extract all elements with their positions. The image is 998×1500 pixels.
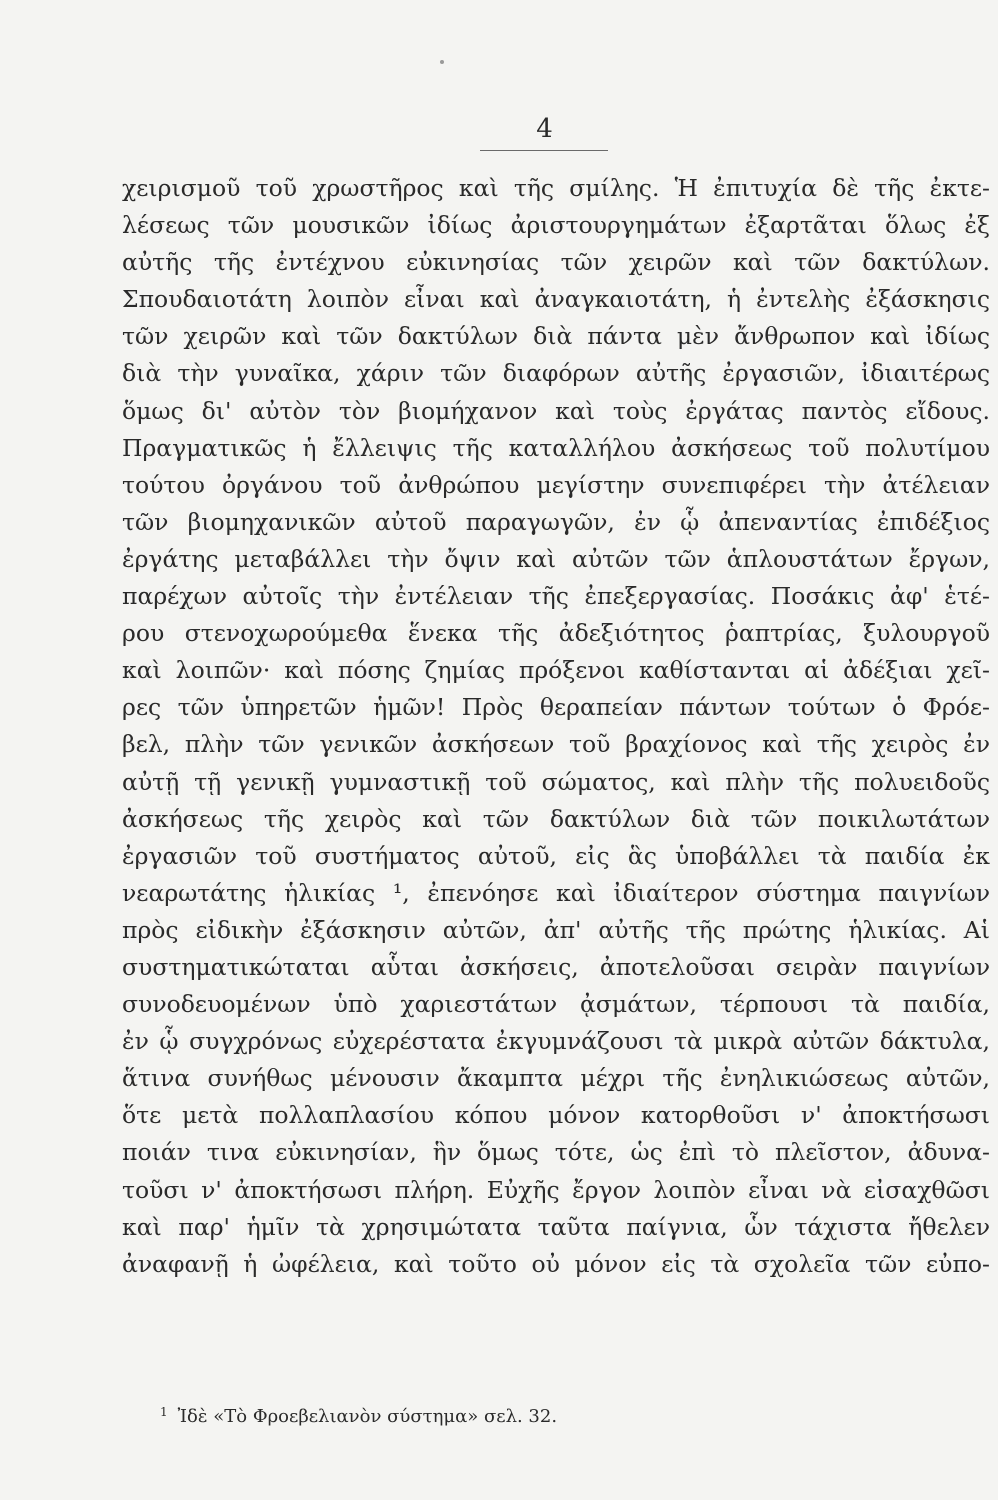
body-text <box>122 170 990 1283</box>
text-line: παρέχων αὐτοῖς τὴν ἐντέλειαν τῆς ἐπεξεργασίας. Ποσάκις ἀφ' ἑτέ- <box>122 582 990 611</box>
page-number: 4 <box>536 114 554 144</box>
text-line: λέσεως τῶν μουσικῶν ἰδίως ἀριστουργημάτων ἐξαρτᾶται ὅλως ἐξ <box>122 211 990 240</box>
text-line: ὅτε μετὰ πολλαπλασίου κόπου μόνον κατορθοῦσι ν' ἀποκτήσωσι <box>122 1101 990 1130</box>
text-line: ἐργάτης μεταβάλλει τὴν ὄψιν καὶ αὐτῶν τῶν ἁπλουστάτων ἔργων, <box>122 544 990 573</box>
text-line: συνοδευομένων ὑπὸ χαριεστάτων ᾀσμάτων, τέρπουσι τὰ παιδία, <box>122 990 990 1019</box>
text-line: τούτου ὀργάνου τοῦ ἀνθρώπου μεγίστην συνεπιφέρει τὴν ἀτέλειαν <box>122 470 990 499</box>
text-line: Σπουδαιοτάτη λοιπὸν εἶναι καὶ ἀναγκαιοτάτη, ἡ ἐντελὴς ἐξάσκησις <box>122 285 990 314</box>
page-number-rule <box>480 150 608 151</box>
text-line: αὐτῇ τῇ γενικῇ γυμναστικῇ τοῦ σώματος, καὶ πλὴν τῆς πολυειδοῦς <box>122 767 990 796</box>
text-line: αὐτῆς τῆς ἐντέχνου εὐκινησίας τῶν χειρῶν καὶ τῶν δακτύλων. <box>122 248 990 277</box>
footnote-mark: 1 <box>160 1405 168 1419</box>
text-line: καὶ λοιπῶν· καὶ πόσης ζημίας πρόξενοι καθίστανται αἱ ἀδέξιαι χεῖ- <box>122 656 990 685</box>
text-line: συστηματικώταται αὗται ἀσκήσεις, ἀποτελοῦσαι σειρὰν παιγνίων <box>122 952 990 981</box>
text-line: ρου στενοχωρούμεθα ἕνεκα τῆς ἀδεξιότητος ῥαπτρίας, ξυλουργοῦ <box>122 619 990 648</box>
text-line: τοῦσι ν' ἀποκτήσωσι πλήρη. Εὐχῆς ἔργον λοιπὸν εἶναι νὰ εἰσαχθῶσι <box>122 1175 990 1204</box>
text-line: Πραγματικῶς ἡ ἔλλειψις τῆς καταλλήλου ἀσκήσεως τοῦ πολυτίμου <box>122 433 990 462</box>
text-line: χειρισμοῦ τοῦ χρωστῆρος καὶ τῆς σμίλης. Ἡ ἐπιτυχία δὲ τῆς ἐκτε- <box>122 174 990 202</box>
footnote <box>160 1405 557 1427</box>
scan-speck <box>440 60 444 64</box>
text-line: ἐργασιῶν τοῦ συστήματος αὐτοῦ, εἰς ἃς ὑποβάλλει τὰ παιδία ἐκ <box>122 841 990 870</box>
text-line: τῶν βιομηχανικῶν αὐτοῦ παραγωγῶν, ἐν ᾧ ἀπεναντίας ἐπιδέξιος <box>122 507 990 536</box>
text-line: ποιάν τινα εὐκινησίαν, ἣν ὅμως τότε, ὡς ἐπὶ τὸ πλεῖστον, ἀδυνα- <box>122 1138 990 1167</box>
text-line: ἀσκήσεως τῆς χειρὸς καὶ τῶν δακτύλων διὰ τῶν ποικιλωτάτων <box>122 804 990 833</box>
text-line: ἐν ᾧ συγχρόνως εὐχερέστατα ἐκγυμνάζουσι τὰ μικρὰ αὐτῶν δάκτυλα, <box>122 1027 990 1056</box>
text-line: ἅτινα συνήθως μένουσιν ἄκαμπτα μέχρι τῆς ἐνηλικιώσεως αὐτῶν, <box>122 1064 990 1093</box>
footnote-text: Ἰδὲ «Τὸ Φροεβελιανὸν σύστημα» σελ. 32. <box>177 1406 558 1427</box>
text-line: νεαρωτάτης ἡλικίας ¹, ἐπενόησε καὶ ἰδιαίτερον σύστημα παιγνίων <box>122 878 990 907</box>
text-line: διὰ τὴν γυναῖκα, χάριν τῶν διαφόρων αὐτῆς ἐργασιῶν, ἰδιαιτέρως <box>122 359 990 388</box>
text-line: πρὸς εἰδικὴν ἐξάσκησιν αὐτῶν, ἀπ' αὐτῆς τῆς πρώτης ἡλικίας. Αἱ <box>122 915 990 944</box>
text-line: ρες τῶν ὑπηρετῶν ἡμῶν! Πρὸς θεραπείαν πάντων τούτων ὁ Φρόε- <box>122 693 990 722</box>
text-line: ἀναφανῇ ἡ ὠφέλεια, καὶ τοῦτο οὐ μόνον εἰς τὰ σχολεῖα τῶν εὐπο- <box>122 1249 990 1278</box>
text-line: βελ, πλὴν τῶν γενικῶν ἀσκήσεων τοῦ βραχίονος καὶ τῆς χειρὸς ἐν <box>122 730 990 759</box>
text-line: ὅμως δι' αὐτὸν τὸν βιομήχανον καὶ τοὺς ἐργάτας παντὸς εἴδους. <box>122 396 990 425</box>
text-line: τῶν χειρῶν καὶ τῶν δακτύλων διὰ πάντα μὲν ἄνθρωπον καὶ ἰδίως <box>122 322 990 351</box>
text-line: καὶ παρ' ἡμῖν τὰ χρησιμώτατα ταῦτα παίγνια, ὧν τάχιστα ἤθελεν <box>122 1212 990 1241</box>
